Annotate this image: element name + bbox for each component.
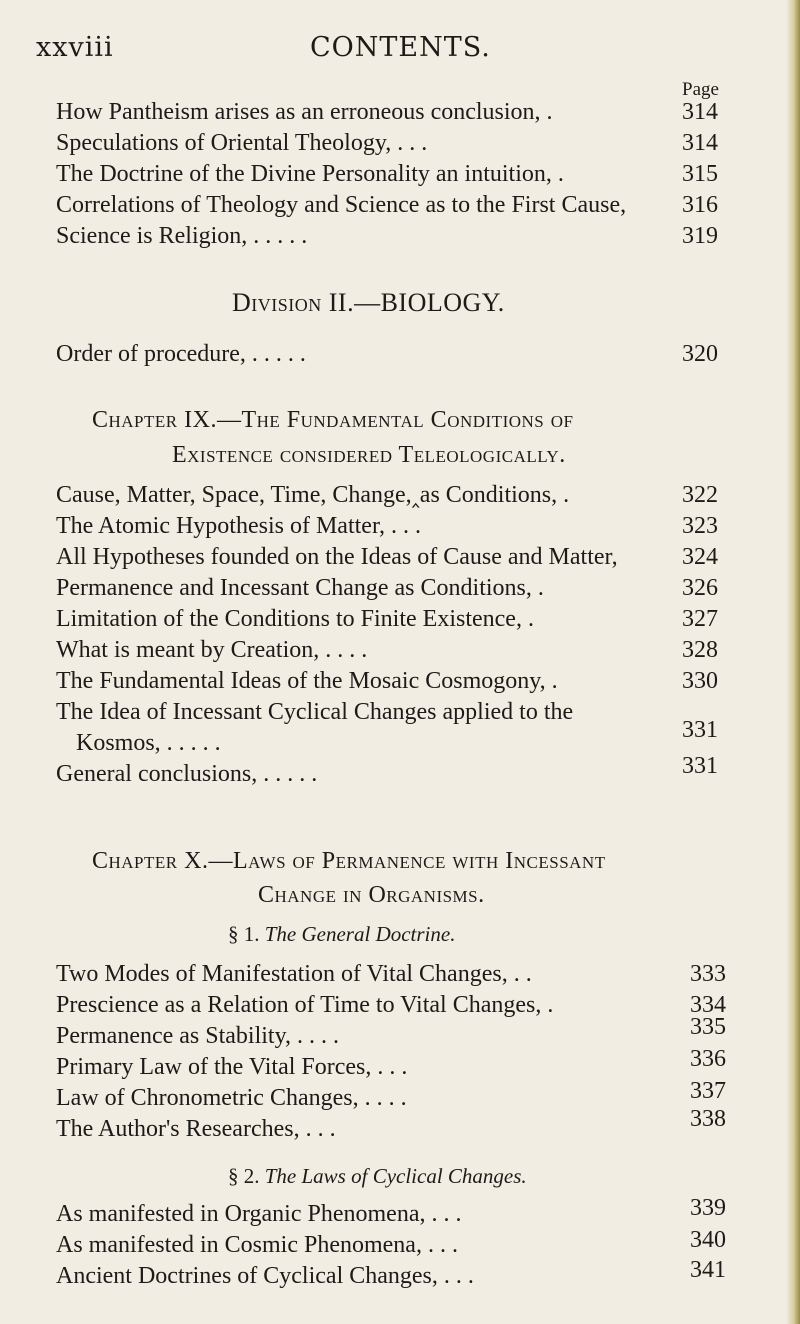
toc-entry[interactable] [56, 698, 718, 760]
toc-entry[interactable] [56, 667, 718, 695]
toc-entry-title: Correlations of Theology and Science as to the First Cause, [56, 192, 627, 218]
toc-entry-page: 340 [690, 1227, 726, 1253]
toc-entry[interactable] [56, 1078, 726, 1112]
toc-entry-title: Primary Law of the Vital Forces, . . . [56, 1054, 408, 1080]
toc-entry-title: Prescience as a Relation of Time to Vital Changes, . [56, 992, 554, 1018]
running-title: CONTENTS. [310, 32, 491, 63]
chapter-heading-line1: Chapter X.—Laws of Permanence with Incessant [92, 848, 606, 874]
section-mark: § 2. [228, 1164, 260, 1188]
toc-entry-title: The Doctrine of the Divine Personality an intuition, . [56, 161, 564, 187]
toc-entry[interactable] [56, 98, 718, 126]
toc-entry-page: 320 [682, 341, 718, 367]
toc-entry-page: 328 [682, 637, 718, 663]
toc-entry[interactable] [56, 481, 718, 509]
toc-entry-page: 322 [682, 482, 718, 508]
toc-entry-title: Speculations of Oriental Theology, . . . [56, 130, 428, 156]
section-title: The General Doctrine. [264, 922, 456, 946]
section-mark: § 1. [228, 922, 260, 946]
chapter-heading-line1: Chapter IX.—The Fundamental Conditions of [92, 407, 574, 433]
toc-entry-page: 315 [682, 161, 718, 187]
toc-entry-page: 330 [682, 668, 718, 694]
toc-entry[interactable] [56, 340, 718, 368]
toc-entry-page: 327 [682, 606, 718, 632]
toc-entry-title: The Fundamental Ideas of the Mosaic Cosmogony, . [56, 668, 558, 694]
page-edge [786, 0, 800, 1324]
toc-entry[interactable] [56, 991, 726, 1019]
toc-entry[interactable] [56, 960, 726, 988]
toc-entry-title: Permanence and Incessant Change as Conditions, . [56, 575, 544, 601]
toc-entry-page: 338 [690, 1106, 726, 1132]
toc-entry-title: Permanence as Stability, . . . . [56, 1023, 340, 1049]
toc-entry-title: The Author's Researches, . . . [56, 1116, 336, 1142]
toc-entry[interactable] [56, 753, 718, 788]
toc-entry-page: 334 [690, 992, 726, 1018]
toc-entry-page: 323 [682, 513, 718, 539]
division-heading: Division II.—BIOLOGY. [232, 288, 505, 317]
toc-entry[interactable] [56, 636, 718, 664]
toc-entry[interactable] [56, 1106, 726, 1143]
toc-entry[interactable] [56, 1257, 726, 1290]
toc-entry-page: 326 [682, 575, 718, 601]
toc-entry-page: 319 [682, 223, 718, 249]
toc-entry[interactable] [56, 574, 718, 602]
toc-entry-page: 337 [690, 1078, 726, 1104]
toc-entry-page: 316 [682, 192, 718, 218]
section-title: The Laws of Cyclical Changes. [264, 1164, 527, 1188]
page-column-label: Page [682, 79, 719, 100]
toc-entry[interactable] [56, 222, 718, 250]
section-heading [228, 1164, 527, 1189]
toc-entry-title: The Atomic Hypothesis of Matter, . . . [56, 513, 421, 539]
toc-entry-page: 333 [690, 961, 726, 987]
toc-entry-page: 335 [690, 1014, 726, 1040]
toc-entry-title: As manifested in Organic Phenomena, . . . [56, 1201, 462, 1227]
toc-entry-title: Science is Religion, . . . . . [56, 223, 308, 249]
chapter-heading-line2: Change in Organisms. [258, 882, 485, 908]
toc-entry-page: 339 [690, 1195, 726, 1221]
toc-entry[interactable] [56, 1195, 726, 1228]
toc-entry-title: Order of procedure, . . . . . [56, 341, 306, 367]
toc-entry-title: Two Modes of Manifestation of Vital Changes, . . [56, 961, 532, 987]
toc-entry[interactable] [56, 1227, 726, 1259]
toc-entry-page: 314 [682, 130, 718, 156]
toc-entry-page: 314 [682, 99, 718, 125]
toc-entry-page: 336 [690, 1046, 726, 1072]
toc-entry-title-line2: Kosmos, . . . . . [76, 730, 221, 756]
toc-entry-title: Ancient Doctrines of Cyclical Changes, . . . [56, 1263, 474, 1289]
section-heading [228, 922, 455, 947]
toc-entry-title: All Hypotheses founded on the Ideas of Cause and Matter, [56, 544, 618, 570]
toc-entry-title: Cause, Matter, Space, Time, Change,‸as Conditions, . [56, 482, 570, 508]
toc-entry-page: 341 [690, 1257, 726, 1283]
page-header [36, 32, 776, 66]
toc-entry-title: As manifested in Cosmic Phenomena, . . . [56, 1232, 458, 1258]
toc-entry[interactable] [56, 512, 718, 540]
toc-entry-title: What is meant by Creation, . . . . [56, 637, 368, 663]
toc-entry[interactable] [56, 1046, 726, 1081]
toc-entry[interactable] [56, 605, 718, 633]
toc-entry[interactable] [56, 160, 718, 188]
toc-entry[interactable] [56, 191, 718, 219]
toc-entry[interactable] [56, 1014, 726, 1050]
page-folio: xxviii [36, 32, 114, 63]
toc-entry-title: General conclusions, . . . . . [56, 761, 318, 787]
toc-entry-title: How Pantheism arises as an erroneous conclusion, . [56, 99, 553, 125]
toc-entry-page: 331 [682, 753, 718, 779]
toc-entry-title: Law of Chronometric Changes, . . . . [56, 1085, 407, 1111]
toc-entry[interactable] [56, 543, 718, 571]
toc-entry-title-line1: The Idea of Incessant Cyclical Changes applied to the [56, 699, 574, 725]
toc-entry-page: 324 [682, 544, 718, 570]
toc-entry[interactable] [56, 129, 718, 157]
toc-entry-title: Limitation of the Conditions to Finite Existence, . [56, 606, 534, 632]
chapter-heading-line2: Existence considered Teleologically. [172, 442, 566, 468]
toc-entry-page: 331 [682, 717, 718, 743]
